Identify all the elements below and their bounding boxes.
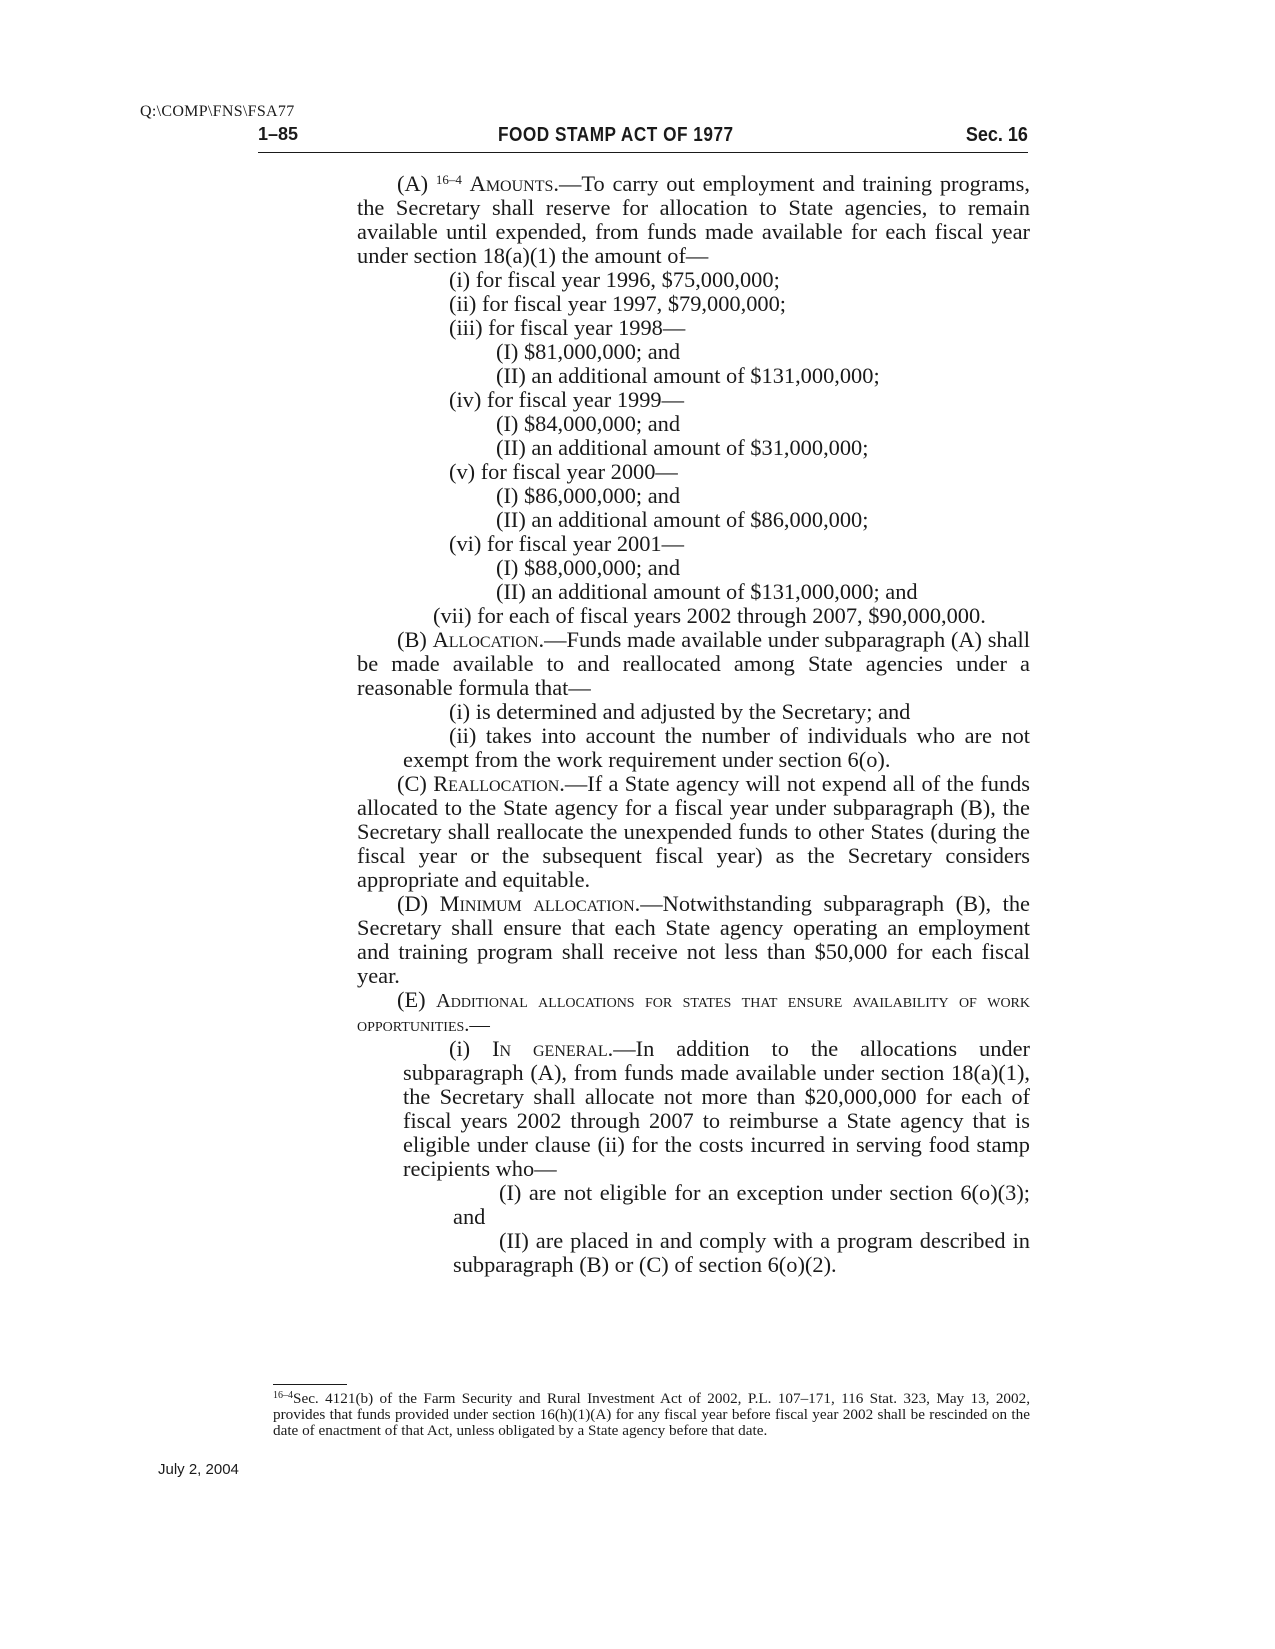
clause-E-i: (i) In general.—In addition to the allocations under subparagraph (A), from funds made available under section 18(a)(1), the Secretary shall allocate not more than $20,000,000 for each of fiscal years 2002 through 2007 to reimburse a State agency that is eligible under clause (ii) for the costs incurred in serving food stamp recipients who— [403, 1036, 1030, 1181]
statute-body [357, 172, 1030, 1277]
heading-in-general: In general [492, 1036, 608, 1061]
list-item: (II) an additional amount of $131,000,000; and [496, 579, 918, 604]
heading-minimum-allocation: Minimum allocation [439, 891, 635, 916]
list-item: (II) an additional amount of $31,000,000; [496, 435, 869, 460]
act-title: FOOD STAMP ACT OF 1977 [498, 124, 734, 146]
list-item: (v) for fiscal year 2000— [449, 459, 678, 484]
print-date: July 2, 2004 [158, 1461, 239, 1478]
footnote: $^{16-4}$Sec. 4121(b) of the Farm Security and Rural Investment Act of 2002, P.L. 107–171, 116 Stat. 323, May 13, 2002, provides that funds provided under section 16(h)(1)(A) for any fiscal year before fiscal year 2002 shall be rescinded on the date of enactment of that Act, unless obligated by a State agency before that date. [273, 1390, 1030, 1439]
subclause-E-I: (I) are not eligible for an exception under section 6(o)(3); and [453, 1180, 1030, 1229]
list-item: (i) for fiscal year 1996, $75,000,000; [449, 267, 780, 292]
section-label: Sec. 16 [965, 124, 1028, 146]
list-item: (I) $84,000,000; and [496, 411, 681, 436]
list-item: (I) $88,000,000; and [496, 555, 681, 580]
list-item: (II) an additional amount of $86,000,000; [496, 507, 869, 532]
footnote-marker: 16–4 [273, 1390, 293, 1401]
footnote-ref[interactable]: 16–4 [435, 172, 462, 187]
heading-amounts: Amounts [469, 171, 554, 196]
list-item: (vii) for each of fiscal years 2002 through 2007, $90,000,000. [433, 603, 986, 628]
list-item: (I) $86,000,000; and [496, 483, 681, 508]
clause-B-ii: (ii) takes into account the number of individuals who are not exempt from the work requirement under section 6(o). [403, 723, 1030, 772]
heading-allocation: Allocation [432, 627, 539, 652]
paragraph-D: (D) Minimum allocation.—Notwithstanding subparagraph (B), the Secretary shall ensure that each State agency operating an employment and training program shall receive not less than $50,000 for each fiscal year. [357, 891, 1030, 988]
paragraph-A: (A) $^{16-4}$ Amounts.—To carry out employment and training programs, the Secretary shall reserve for allocation to State agencies, to remain available until expended, from funds made available for each fiscal year under section 18(a)(1) the amount of— [357, 171, 1030, 268]
list-item: (I) $81,000,000; and [496, 339, 681, 364]
list-item: (vi) for fiscal year 2001— [449, 531, 685, 556]
page-number: 1–85 [258, 124, 299, 144]
heading-additional-allocations: Additional allocations for states that ensure availability of work opportunities [357, 990, 1031, 1036]
list-item: (II) an additional amount of $131,000,000; [496, 363, 880, 388]
paragraph-B: (B) Allocation.—Funds made available under subparagraph (A) shall be made available to and reallocated among State agencies under a reasonable formula that— [357, 627, 1030, 700]
list-item: (iii) for fiscal year 1998— [449, 315, 686, 340]
clause-B-i: (i) is determined and adjusted by the Secretary; and [449, 699, 911, 724]
subclause-E-II: (II) are placed in and comply with a program described in subparagraph (B) or (C) of section 6(o)(2). [453, 1228, 1030, 1277]
footnote-divider [273, 1384, 347, 1385]
file-path: Q:\COMP\FNS\FSA77 [140, 103, 295, 120]
heading-reallocation: Reallocation [433, 771, 560, 796]
list-item: (iv) for fiscal year 1999— [449, 387, 685, 412]
running-header [258, 124, 1028, 153]
paragraph-E: (E) Additional allocations for states that ensure availability of work opportunities.— [357, 987, 1031, 1036]
paragraph-C: (C) Reallocation.—If a State agency will not expend all of the funds allocated to the State agency for a fiscal year under subparagraph (B), the Secretary shall reallocate the unexpended funds to other States (during the fiscal year or the subsequent fiscal year) as the Secretary considers appropriate and equitable. [357, 771, 1030, 892]
list-item: (ii) for fiscal year 1997, $79,000,000; [449, 291, 787, 316]
